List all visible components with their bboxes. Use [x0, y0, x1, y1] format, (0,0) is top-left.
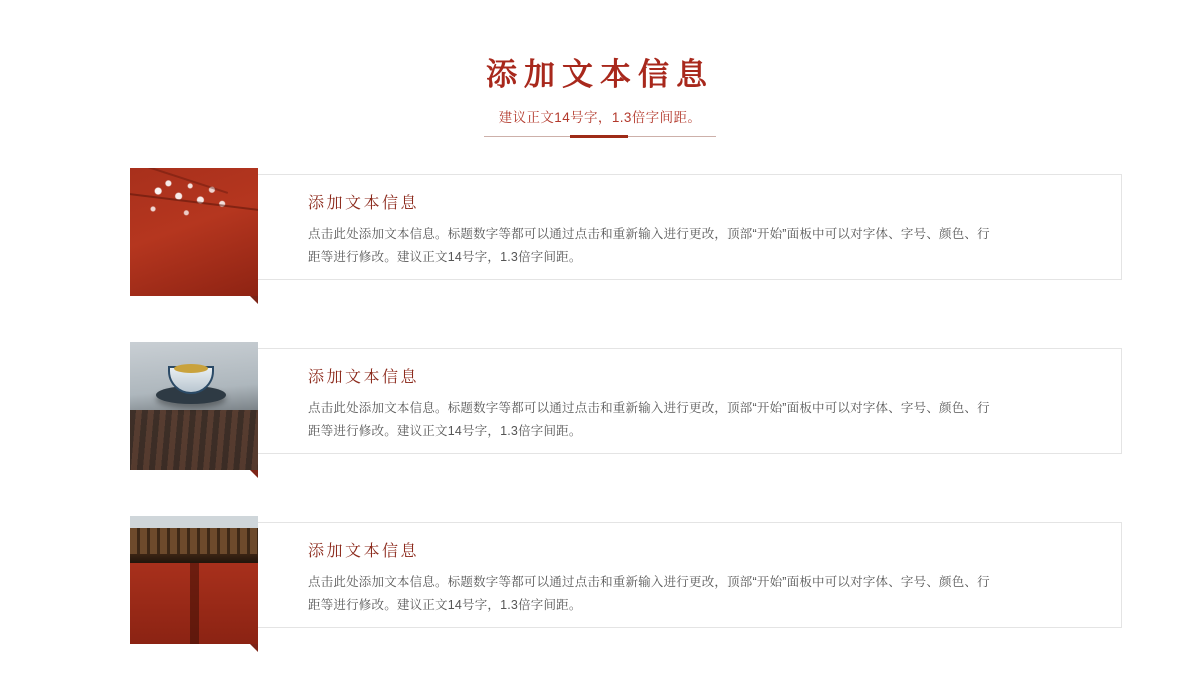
divider-accent	[570, 135, 628, 138]
item-text-block	[308, 190, 1100, 269]
list-item	[0, 516, 1200, 648]
page-subtitle: 建议正文14号字，1.3倍字间距。	[498, 110, 702, 126]
title-divider	[484, 135, 716, 139]
item-body: 点击此处添加文本信息。标题数字等都可以通过点击和重新输入进行更改，顶部“开始”面板中可以对字体、字号、颜色、行距等进行修改。建议正文14号字，1.3倍字间距。	[308, 575, 990, 613]
card-notch	[250, 296, 258, 304]
item-title: 添加文本信息	[308, 369, 420, 386]
item-body: 点击此处添加文本信息。标题数字等都可以通过点击和重新输入进行更改，顶部“开始”面板中可以对字体、字号、颜色、行距等进行修改。建议正文14号字，1.3倍字间距。	[308, 401, 990, 439]
page-title: 添加文本信息	[486, 57, 714, 92]
content-list	[0, 168, 1200, 675]
item-body: 点击此处添加文本信息。标题数字等都可以通过点击和重新输入进行更改，顶部“开始”面板中可以对字体、字号、颜色、行距等进行修改。建议正文14号字，1.3倍字间距。	[308, 227, 990, 265]
slide-header	[0, 55, 1200, 139]
item-text-block	[308, 364, 1100, 443]
teacup-on-desk-photo	[130, 342, 258, 470]
item-title: 添加文本信息	[308, 195, 420, 212]
item-title: 添加文本信息	[308, 543, 420, 560]
list-item	[0, 342, 1200, 474]
card-notch	[250, 470, 258, 478]
list-item	[0, 168, 1200, 300]
card-notch	[250, 644, 258, 652]
red-wall-plum-blossom-photo	[130, 168, 258, 296]
temple-eaves-red-wall-photo	[130, 516, 258, 644]
item-text-block	[308, 538, 1100, 617]
